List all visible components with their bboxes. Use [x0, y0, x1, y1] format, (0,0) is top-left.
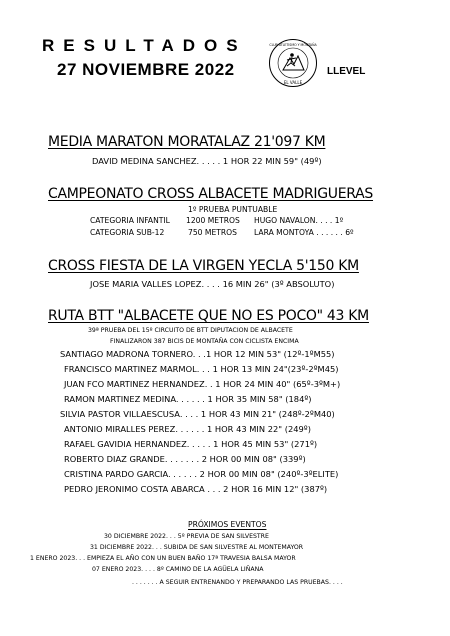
- event-2-cat-1: CATEGORIA INFANTIL: [90, 216, 170, 225]
- upcoming-item: 07 ENERO 2023. . . . 8º CAMINO DE LA AGÜELA LIÑANA: [92, 566, 264, 573]
- event-1-result: DAVID MEDINA SANCHEZ. . . . . 1 HOR 22 MIN 59" (49º): [92, 156, 322, 166]
- result-row: SANTIAGO MADRONA TORNERO. . .1 HOR 12 MIN 53" (12º-1ºM55): [60, 349, 335, 359]
- result-row: JUAN FCO MARTINEZ HERNANDEZ. . 1 HOR 24 MIN 40" (65º-3ºM+): [64, 379, 341, 389]
- result-row: ANTONIO MIRALLES PEREZ. . . . . . 1 HOR 43 MIN 22" (249º): [64, 424, 311, 434]
- upcoming-item: 30 DICIEMBRE 2022. . . 5º PREVIA DE SAN SILVESTRE: [104, 533, 269, 540]
- event-1-title: MEDIA MARATON MORATALAZ 21'097 KM: [48, 134, 326, 150]
- logo-subtext: EL VALLE: [283, 80, 303, 85]
- upcoming-item: . . . . . . . A SEGUIR ENTRENANDO Y PREPARANDO LAS PRUEBAS. . . .: [132, 579, 343, 586]
- event-4-title: RUTA BTT "ALBACETE QUE NO ES POCO" 43 KM: [48, 308, 369, 324]
- result-row: ROBERTO DIAZ GRANDE. . . . . . . 2 HOR 00 MIN 08" (339º): [64, 454, 306, 464]
- result-row: SILVIA PASTOR VILLAESCUSA. . . . 1 HOR 43 MIN 21" (248º-2ºM40): [60, 409, 335, 419]
- event-4-note-2: FINALIZARON 387 BICIS DE MONTAÑA CON CICLISTA ENCIMA: [110, 338, 299, 345]
- event-4-note-1: 39ª PRUEBA DEL 15º CIRCUITO DE BTT DIPUTACION DE ALBACETE: [88, 327, 293, 334]
- upcoming-item: 1 ENERO 2023. . . EMPIEZA EL AÑO CON UN BUEN BAÑO 17ª TRAVESIA BALSA MAYOR: [30, 555, 296, 562]
- result-row: PEDRO JERONIMO COSTA ABARCA . . . 2 HOR 16 MIN 12" (387º): [64, 484, 328, 494]
- logo-text: CLUB ATLETISMO Y MONTAÑA: [269, 43, 317, 47]
- result-row: FRANCISCO MARTINEZ MARMOL. . . 1 HOR 13 MIN 24"(23º-2ºM45): [64, 364, 339, 374]
- event-2-note: 1º PRUEBA PUNTUABLE: [188, 205, 278, 214]
- event-2-res-2: LARA MONTOYA . . . . . . 6º: [254, 228, 354, 237]
- brand-logo: LLEVEL: [327, 66, 366, 77]
- result-row: RAMON MARTINEZ MEDINA. . . . . . 1 HOR 35 MIN 58" (184º): [64, 394, 312, 404]
- result-row: RAFAEL GAVIDIA HERNANDEZ. . . . . 1 HOR 45 MIN 53" (271º): [64, 439, 318, 449]
- club-logo: [268, 38, 318, 88]
- event-2-title: CAMPEONATO CROSS ALBACETE MADRIGUERAS: [48, 186, 374, 202]
- result-row: CRISTINA PARDO GARCIA. . . . . . 2 HOR 00 MIN 08" (240º-3ºELITE): [64, 469, 339, 479]
- event-2-dist-2: 750 METROS: [188, 228, 237, 237]
- page-title: RESULTADOS: [42, 36, 247, 55]
- event-3-title: CROSS FIESTA DE LA VIRGEN YECLA 5'150 KM: [48, 258, 359, 274]
- event-3-result: JOSE MARIA VALLES LOPEZ. . . . 16 MIN 26" (3º ABSOLUTO): [90, 279, 335, 289]
- page-date: 27 NOVIEMBRE 2022: [57, 60, 235, 79]
- upcoming-item: 31 DICIEMBRE 2022. . . SUBIDA DE SAN SILVESTRE AL MONTEMAYOR: [90, 544, 304, 551]
- upcoming-heading: PRÓXIMOS EVENTOS: [188, 520, 267, 529]
- event-2-res-1: HUGO NAVALON. . . . 1º: [254, 216, 344, 225]
- event-2-cat-2: CATEGORIA SUB-12: [90, 228, 165, 237]
- event-2-dist-1: 1200 METROS: [186, 216, 240, 225]
